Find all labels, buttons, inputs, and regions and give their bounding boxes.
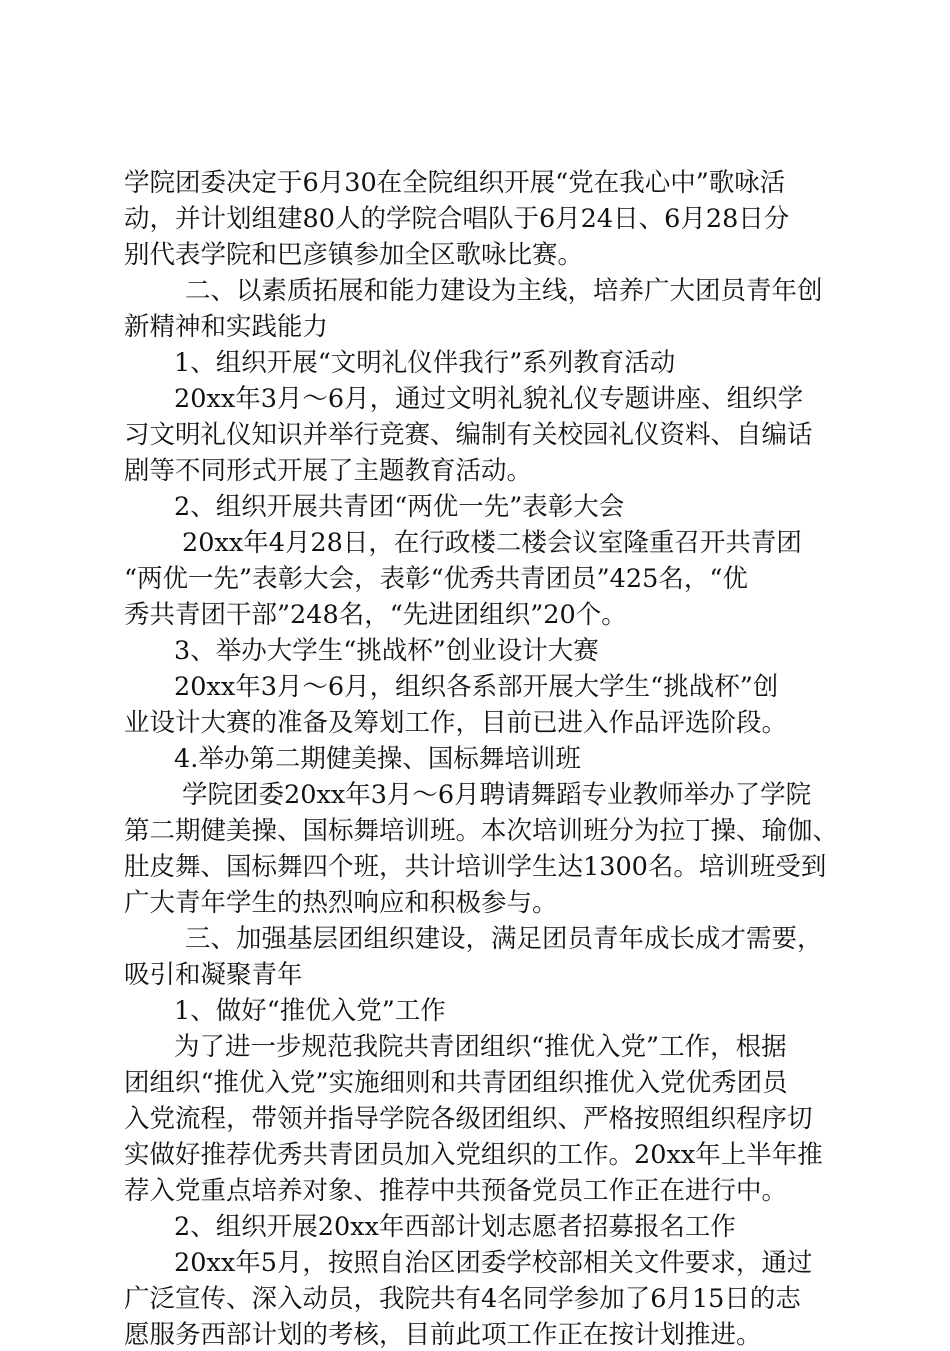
text-line: 20xx年3月～6月，组织各系部开展大学生“挑战杯”创	[174, 672, 779, 702]
text-line: 广大青年学生的热烈响应和积极参与。	[124, 888, 558, 918]
text-line: 三、加强基层团组织建设，满足团员青年成长成才需要，	[185, 924, 823, 954]
text-line: 入党流程，带领并指导学院各级团组织、严格按照组织程序切	[124, 1104, 813, 1134]
text-line: 肚皮舞、国标舞四个班，共计培训学生达1300名。培训班受到	[124, 852, 827, 882]
text-line: 动，并计划组建80人的学院合唱队于6月24日、6月28日分	[124, 204, 790, 234]
text-line: 为了进一步规范我院共青团组织“推优入党”工作，根据	[174, 1032, 787, 1062]
text-line: 20xx年5月，按照自治区团委学校部相关文件要求，通过	[174, 1248, 813, 1278]
text-line: 愿服务西部计划的考核，目前此项工作正在按计划推进。	[124, 1320, 762, 1350]
text-line: 剧等不同形式开展了主题教育活动。	[124, 456, 533, 486]
text-line: 20xx年4月28日，在行政楼二楼会议室隆重召开共青团	[182, 528, 802, 558]
text-line: 1、组织开展“文明礼仪伴我行”系列教育活动	[174, 348, 676, 378]
text-line: “两优一先”表彰大会，表彰“优秀共青团员”425名，“优	[124, 564, 748, 594]
text-line: 2、组织开展20xx年西部计划志愿者招募报名工作	[174, 1212, 736, 1242]
text-line: 别代表学院和巴彦镇参加全区歌咏比赛。	[124, 240, 584, 270]
text-line: 团组织“推优入党”实施细则和共青团组织推优入党优秀团员	[124, 1068, 788, 1098]
text-line: 广泛宣传、深入动员，我院共有4名同学参加了6月15日的志	[124, 1284, 801, 1314]
text-line: 业设计大赛的准备及筹划工作，目前已进入作品评选阶段。	[124, 708, 788, 738]
text-line: 20xx年3月～6月，通过文明礼貌礼仪专题讲座、组织学	[174, 384, 804, 414]
text-line: 学院团委20xx年3月～6月聘请舞蹈专业教师举办了学院	[182, 780, 812, 810]
text-line: 吸引和凝聚青年	[124, 960, 303, 990]
text-line: 荐入党重点培养对象、推荐中共预备党员工作正在进行中。	[124, 1176, 788, 1206]
text-line: 实做好推荐优秀共青团员加入党组织的工作。20xx年上半年推	[124, 1140, 823, 1170]
text-line: 第二期健美操、国标舞培训班。本次培训班分为拉丁操、瑜伽、	[124, 816, 839, 846]
text-line: 新精神和实践能力	[124, 312, 329, 342]
text-line: 习文明礼仪知识并举行竞赛、编制有关校园礼仪资料、自编话	[124, 420, 813, 450]
text-line: 1、做好“推优入党”工作	[174, 996, 446, 1026]
text-line: 3、举办大学生“挑战杯”创业设计大赛	[174, 636, 599, 666]
text-line: 2、组织开展共青团“两优一先”表彰大会	[174, 492, 625, 522]
text-line: 4.举办第二期健美操、国标舞培训班	[174, 744, 581, 774]
text-line: 学院团委决定于6月30在全院组织开展“党在我心中”歌咏活	[124, 168, 786, 198]
text-line: 秀共青团干部”248名，“先进团组织”20个。	[124, 600, 627, 630]
text-line: 二、以素质拓展和能力建设为主线，培养广大团员青年创	[185, 276, 823, 306]
